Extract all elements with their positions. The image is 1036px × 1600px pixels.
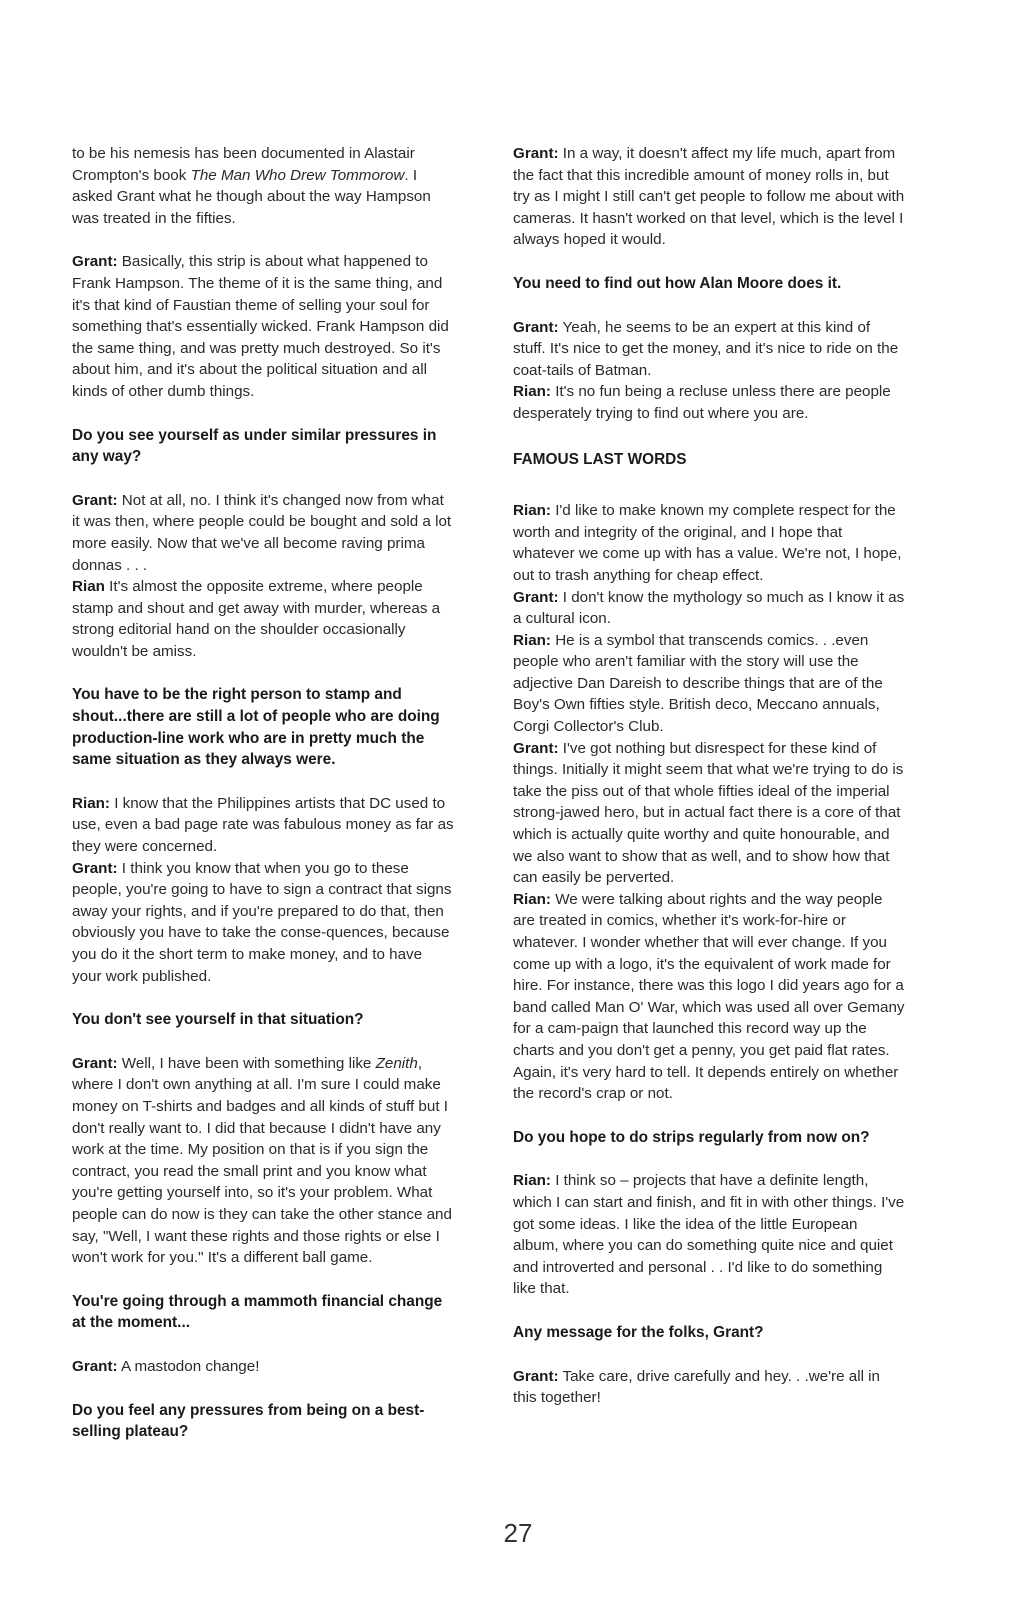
speaker-label: Rian: — [72, 794, 110, 812]
interview-question: Do you hope to do strips regularly from now on? — [513, 1128, 870, 1146]
interview-question: Do you see yourself as under similar pressures in any way? — [72, 426, 437, 466]
speaker-label: Rian: — [513, 631, 551, 649]
speaker-label: Grant: — [72, 1054, 118, 1072]
speaker-label: Rian: — [513, 383, 551, 401]
answer-paragraph: Rian: I think so – projects that have a definite length, which I can start and finish, and fit in with other things. I've got some ideas. I like the idea of the little European album, where you can do something quite nice and quiet and introverted and personal . . I'd like to do something like that. — [513, 1172, 905, 1298]
answer-paragraph: Grant: I've got nothing but disrespect for these kind of things. Initially it might seem that what we're trying to do is take the piss out of that whole fifties ideal of the imperial strong-jawed hero, but in actual fact there is a core of that which is actually quite worthy and quite honourable, and we also want to show that as well, and to show how that can easily be perverted. — [513, 739, 904, 887]
interview-question: You don't see yourself in that situation? — [72, 1011, 364, 1029]
answer-paragraph: Grant: Basically, this strip is about what happened to Frank Hampson. The theme of it is the same thing, and it's that kind of Faustian theme of selling your soul for something that's essentially wicked. Frank Hampson did the same thing, and was pretty much destroyed. So it's about him, and it's about the political situation and all kinds of other dumb things. — [72, 253, 449, 400]
speaker-label: Grant: — [513, 318, 559, 336]
right-column — [513, 143, 905, 1431]
interview-question: Do you feel any pressures from being on a best-selling plateau? — [72, 1401, 425, 1441]
answer-paragraph: Rian: It's no fun being a recluse unless there are people desperately trying to find out where you are. — [513, 383, 891, 422]
answer-paragraph: Grant: Well, I have been with something like Zenith, where I don't own anything at all. I'm sure I could make money on T-shirts and badges and all kinds of stuff but I don't really want to. I did that because I didn't have any work at the time. My position on that is if you sign the contract, you read the small print and you know what you're getting yourself into, so it's your problem. What people can do now is they can take the other stance and say, "Well, I want these rights and those rights or else I won't work for you." It's a different ball game. — [72, 1054, 452, 1267]
speaker-label: Grant: — [513, 1367, 559, 1385]
speaker-label: Rian: — [513, 890, 551, 908]
speaker-label: Grant: — [513, 739, 559, 757]
speaker-label: Rian: — [513, 1172, 551, 1190]
intro-paragraph: to be his nemesis has been documented in Alastair Crompton's book The Man Who Drew Tommorow. I asked Grant what he though about the way Hampson was treated in the fifties. — [72, 145, 431, 227]
speaker-label: Grant: — [72, 491, 118, 509]
interview-question: You have to be the right person to stamp and shout...there are still a lot of people who are doing production-line work who are in pretty much the same situation as they always were. — [72, 686, 440, 769]
interview-question: You're going through a mammoth financial change at the moment... — [72, 1292, 443, 1332]
answer-paragraph: Grant: Yeah, he seems to be an expert at this kind of stuff. It's nice to get the money, and it's nice to ride on the coat-tails of Batman. — [513, 318, 899, 379]
answer-paragraph: Grant: Not at all, no. I think it's changed now from what it was then, where people could be bought and sold a lot more easily. Now that we've all become raving prima donnas . . . — [72, 491, 452, 574]
answer-paragraph: Rian: I'd like to make known my complete respect for the worth and integrity of the original, and I hope that whatever we come up with has a value. We're not, I hope, out to trash anything for cheap effect. — [513, 502, 902, 584]
answer-paragraph: Rian: We were talking about rights and the way people are treated in comics, whether it's work-for-hire or whatever. I wonder whether that will ever change. If you come up with a logo, it's the equivalent of work made for hire. For instance, there was this logo I did years ago for a band called Man O' War, which was used all over Gemany for a cam-paign that launched this record way up the charts and you don't get a penny, you get paid flat rates. Again, it's very hard to tell. It depends entirely on whether the record's crap or not. — [513, 890, 905, 1103]
speaker-label: Grant: — [513, 588, 559, 606]
book-title: The Man Who Drew Tommorow — [190, 166, 405, 184]
answer-paragraph: Rian: He is a symbol that transcends comics. . .even people who aren't familiar with the story will use the adjective Dan Dareish to describe things that are of the Boy's Own fifties style. British deco, Meccano annuals, Corgi Collector's Club. — [513, 631, 883, 736]
speaker-label: Rian — [72, 578, 105, 596]
speaker-label: Rian: — [513, 502, 551, 520]
answer-paragraph: Rian: I know that the Philippines artists that DC used to use, even a bad page rate was fabulous money as far as they were concerned. — [72, 794, 454, 856]
answer-paragraph: Grant: Take care, drive carefully and hey. . .we're all in this together! — [513, 1367, 880, 1407]
page-number: 27 — [503, 1518, 533, 1548]
answer-paragraph: Grant: In a way, it doesn't affect my life much, apart from the fact that this incredible amount of money rolls in, but try as I might I still can't get people to follow me about with cameras. It hasn't worked on that level, which is the level I always hoped it would. — [513, 145, 905, 249]
comic-title: Zenith — [375, 1054, 418, 1072]
speaker-label: Grant: — [513, 145, 559, 162]
interview-question: You need to find out how Alan Moore does it. — [513, 274, 842, 292]
answer-paragraph: Grant: I think you know that when you go to these people, you're going to have to sign a contract that signs away your rights, and if you're prepared to do that, then obviously you have to take the conse-quences, because you do it the short term to make money, and to have your work published. — [72, 859, 452, 985]
section-heading: FAMOUS LAST WORDS — [513, 450, 687, 468]
speaker-label: Grant: — [72, 859, 118, 877]
answer-paragraph: Grant: I don't know the mythology so much as I know it as a cultural icon. — [513, 588, 905, 628]
speaker-label: Grant: — [72, 253, 118, 271]
interview-question: Any message for the folks, Grant? — [513, 1323, 764, 1341]
left-column — [72, 143, 454, 1465]
speaker-label: Grant: — [72, 1357, 118, 1375]
answer-paragraph: Grant: A mastodon change! — [72, 1357, 260, 1375]
answer-paragraph: Rian It's almost the opposite extreme, where people stamp and shout and get away with murder, whereas a strong editorial hand on the shoulder occasionally wouldn't be amiss. — [72, 578, 441, 660]
